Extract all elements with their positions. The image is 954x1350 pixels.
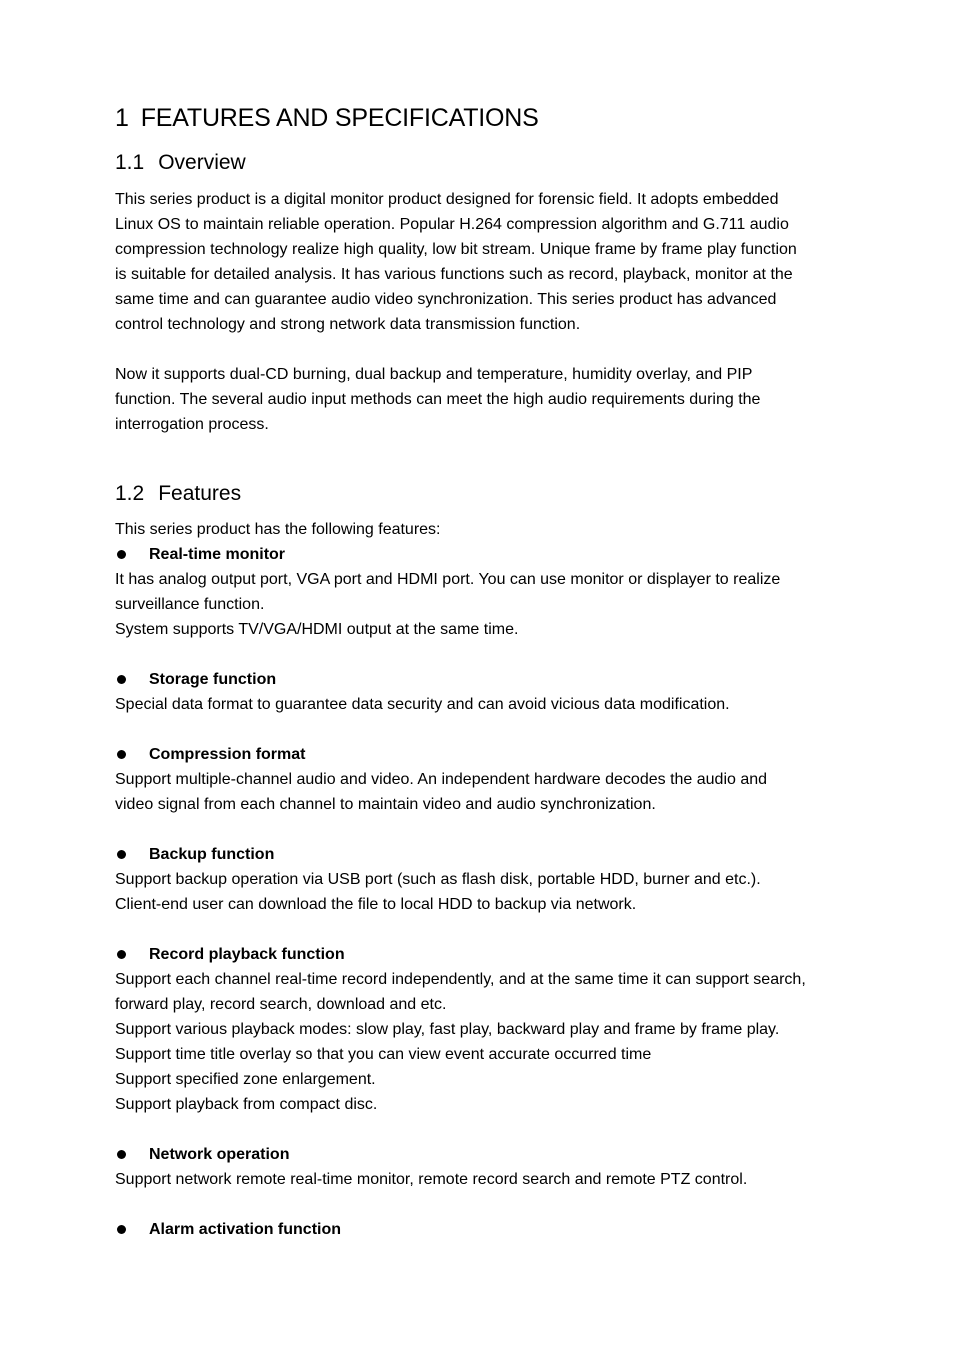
paragraph-line: function. The several audio input methods can meet the high audio requirements during the: [115, 391, 761, 408]
feature-line: forward play, record search, download and etc.: [115, 996, 447, 1013]
paragraph-line: Linux OS to maintain reliable operation. Popular H.264 compression algorithm and G.711 audio: [115, 216, 789, 233]
feature-item-title: Backup function: [115, 842, 855, 867]
document-page: [115, 100, 855, 1242]
bullet-icon: [117, 675, 126, 684]
paragraph-line: compression technology realize high quality, low bit stream. Unique frame by frame play function: [115, 241, 797, 258]
chapter-title: FEATURES AND SPECIFICATIONS: [140, 104, 539, 132]
feature-item-title: Real-time monitor: [115, 542, 855, 567]
bullet-icon: [117, 950, 126, 959]
feature-line: Support various playback modes: slow play, fast play, backward play and frame by frame play.: [115, 1021, 780, 1038]
feature-line: System supports TV/VGA/HDMI output at the same time.: [115, 621, 519, 638]
feature-line: surveillance function.: [115, 596, 265, 613]
chapter-number: 1: [115, 104, 129, 132]
section-number: 1.1: [115, 151, 145, 174]
feature-item-title: Network operation: [115, 1142, 855, 1167]
features-intro: This series product has the following features:: [115, 521, 441, 538]
feature-line: Support each channel real-time record independently, and at the same time it can support search,: [115, 971, 806, 988]
feature-line: Support time title overlay so that you can view event accurate occurred time: [115, 1046, 652, 1063]
overview-paragraph-1: [115, 187, 855, 337]
feature-line: It has analog output port, VGA port and HDMI port. You can use monitor or displayer to realize: [115, 571, 781, 588]
section-number: 1.2: [115, 482, 145, 505]
feature-line: video signal from each channel to maintain video and audio synchronization.: [115, 796, 656, 813]
feature-line: Support specified zone enlargement.: [115, 1071, 376, 1088]
paragraph-line: This series product is a digital monitor product designed for forensic field. It adopts embedded: [115, 191, 779, 208]
bullet-icon: [117, 750, 126, 759]
feature-line: Support multiple-channel audio and video. An independent hardware decodes the audio and: [115, 771, 768, 788]
feature-line: Support playback from compact disc.: [115, 1096, 378, 1113]
feature-line: Support backup operation via USB port (such as flash disk, portable HDD, burner and etc.).: [115, 871, 761, 888]
feature-item-title: Storage function: [115, 667, 855, 692]
section-heading-features: [115, 479, 855, 509]
feature-line: Support network remote real-time monitor, remote record search and remote PTZ control.: [115, 1171, 748, 1188]
paragraph-line: control technology and strong network data transmission function.: [115, 316, 581, 333]
section-title: Features: [158, 482, 242, 505]
paragraph-line: is suitable for detailed analysis. It has various functions such as record, playback, monitor at the: [115, 266, 793, 283]
feature-item-title: Compression format: [115, 742, 855, 767]
overview-paragraph-2: [115, 362, 855, 437]
chapter-heading: [115, 100, 855, 136]
feature-line: Client-end user can download the file to local HDD to backup via network.: [115, 896, 637, 913]
bullet-icon: [117, 850, 126, 859]
section-heading-overview: [115, 148, 855, 178]
paragraph-line: interrogation process.: [115, 416, 269, 433]
feature-item-title: Alarm activation function: [115, 1217, 855, 1242]
section-title: Overview: [158, 151, 246, 174]
feature-item-title: Record playback function: [115, 942, 855, 967]
bullet-icon: [117, 1225, 126, 1234]
bullet-icon: [117, 550, 126, 559]
paragraph-line: Now it supports dual-CD burning, dual backup and temperature, humidity overlay, and PIP: [115, 366, 753, 383]
paragraph-line: same time and can guarantee audio video synchronization. This series product has advanced: [115, 291, 777, 308]
bullet-icon: [117, 1150, 126, 1159]
feature-line: Special data format to guarantee data security and can avoid vicious data modification.: [115, 696, 730, 713]
